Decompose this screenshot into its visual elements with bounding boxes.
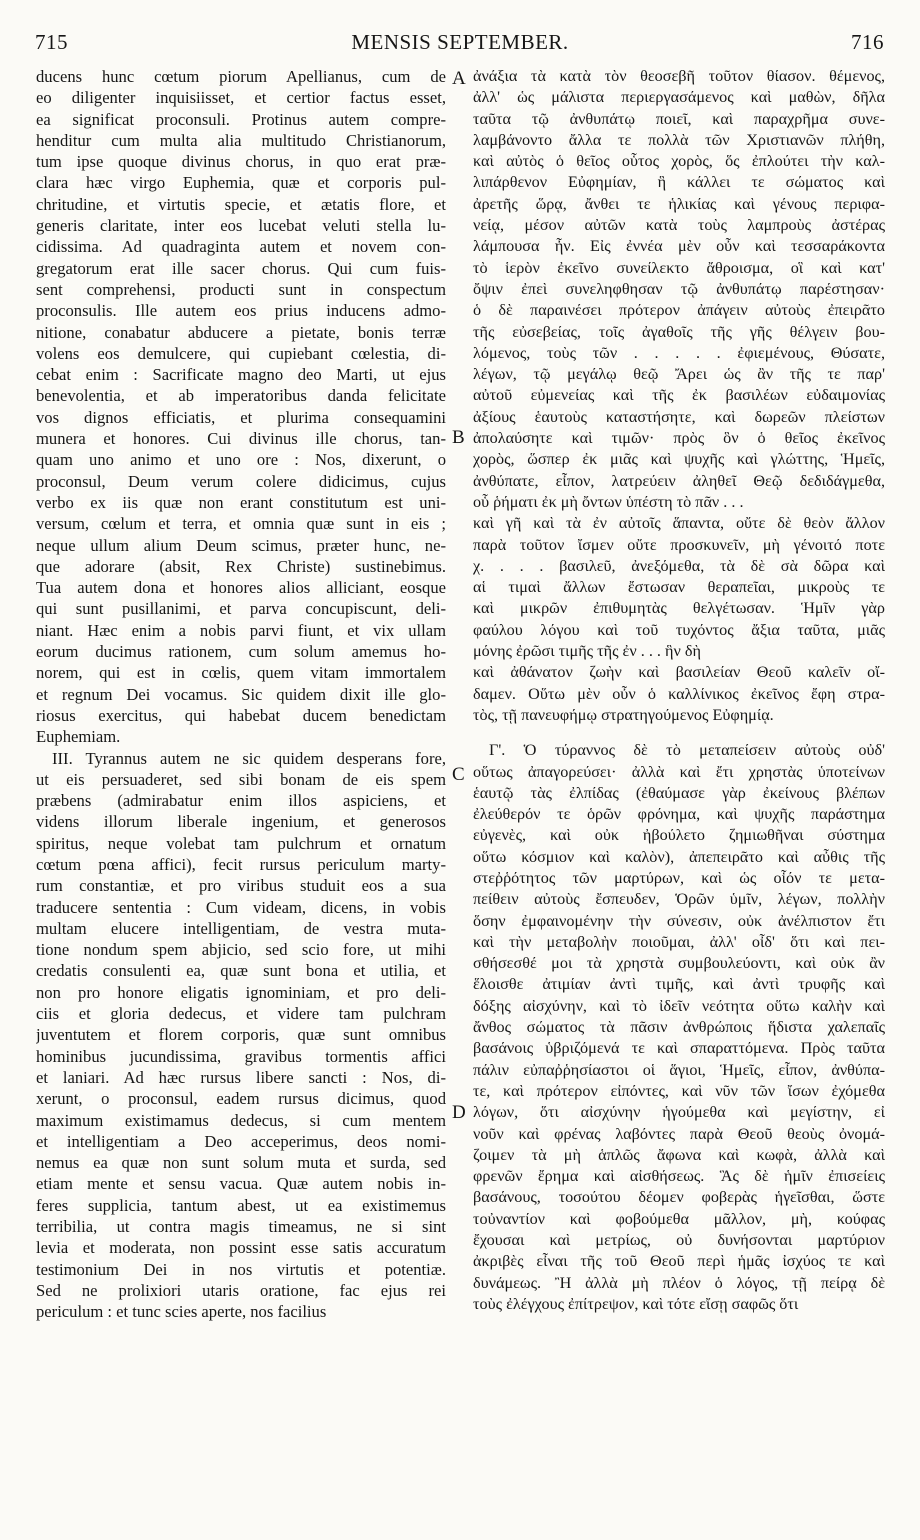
text-line: ἕλοισθε ἀτιμίαν ἀντὶ τιμῆς, καὶ ἀντὶ τρυφῆς καὶ [473,975,885,994]
text-line: αὐτοῦ εὐμενείας καὶ τῆς ἐκ βασιλέων εὐδαιμονίας [473,386,885,405]
text-line: τὸ ἱερὸν ἐκεῖνο συνείλεκτο ἄθροισμα, οἳ καὶ κατ' [473,258,885,277]
text-line: nitione, conabatur abducere a pietate, bonis terræ [36,322,446,342]
text-line: ταῦτα τῷ ἀνθυπάτῳ ποιεῖ, καὶ παραχρῆμα συνε- [473,109,885,128]
text-line: eorum ducimus rationem, cum solum amemus ho- [36,642,446,662]
text-line: ἑαυτῷ τὰς ἐλπίδας (ἐθαύμασε γὰρ ἐκείνους βλέπων [473,783,885,802]
text-line: βασάνοις ὑβριζόμενά τε καὶ σπαραττόμενα. Πρὸς ταῦτα [473,1039,885,1058]
text-line: chritudine, et virtutis specie, et ætatis flore, et [36,194,446,214]
text-line: ἀπολαύσητε καὶ τιμῶν· πρὸς ὃν ὁ θεῖος ἐκεῖνος [473,429,885,448]
paragraph-gap [473,726,885,740]
text-line: φαύλου λόγου καὶ τοῦ τυχόντος ἄξια ταῦτα, μιᾶς [473,620,885,639]
text-line: αἱ τιμαὶ ἄλλων ἔστωσαν θεραπεῖαι, μικροὺς τε [473,578,885,597]
text-line: feres supplicia, tantum abest, ut ea existimemus [36,1195,446,1215]
text-line: gregatorum erat ille sacer chorus. Qui cum fuis- [36,258,446,278]
text-line: λόγων, ὅτι αἰσχύνην ἡγούμεθα καὶ μεγίστην, εἰ [473,1103,885,1122]
text-line: Tua autem dona et honores alios alliciant, eosque [36,578,446,598]
section-marker-b: B [452,427,465,448]
text-line: præbens (admirabatur enim illos aspiciens, et [36,791,446,811]
text-line: τοὺς ἐλέγχους ἐπίτρεψον, καὶ τότε εἴσῃ σαφῶς ὅτι [473,1294,799,1313]
text-line: ἀκριβὲς εἶναι τῆς τοῦ Θεοῦ περὶ ἡμᾶς ἰσχύος τε καὶ [473,1252,885,1271]
text-line: λαμβάνοντο ἄλλα τε πολλὰ τῶν Χριστιανῶν πλήθη, [473,130,885,149]
text-line: et intelligentiam a Deo acceperimus, deos nomi- [36,1131,446,1151]
text-line: ἀλλ' ὡς μάλιστα περιεργασάμενος καὶ μαθὼν, δῆλα [473,88,885,107]
text-line: hominibus jucundissima, gravibus tormentis affici [36,1046,446,1066]
text-line: νείᾳ, μέσον αὐτῶν κατὰ τοὺς λαμπροὺς ἀστέρας [473,216,885,235]
text-line: δυνάμεως. Ἢ ἀλλὰ μὴ πλέον ὁ λόγος, τῇ πείρᾳ δὲ [473,1273,885,1292]
text-line: versum, cœlum et terra, et omnia quæ sunt in eis ; [36,514,446,534]
text-line: non pro honore eligatis ignominiam, et pro deli- [36,982,446,1002]
text-line: proconsulis. Ille autem eos prius inducens admo- [36,301,446,321]
text-line: καὶ αὐτὸς ὁ θεῖος οὗτος χορὸς, ὅς ἐπλούτει τὴν καλ- [473,152,885,171]
text-line: μόνης ἐρῶσι τιμῆς τῆς ἐν . . . ἣν δὴ [473,642,701,661]
text-line: tum ipse quoque divinus chorus, in quo erat præ- [36,152,446,172]
text-line: rum constantiæ, et pro viribus studuit eos a sua [36,876,446,896]
text-line: ἄνθος σώματος τὰ πᾶσιν ἀνθρώποις ἥδιστα χαλεπαῖς [473,1018,885,1037]
text-line: riosus exercitus, qui habebat ducem benedictam [36,705,446,725]
text-line: clara hæc virgo Euphemia, quæ et corporis pul- [36,173,446,193]
page-header [0,30,920,60]
text-line: testimonium Dei in nos virtutis et potentiæ. [36,1259,446,1279]
text-line: III. Tyrannus autem ne sic quidem desperans fore, [52,748,446,768]
running-title: MENSIS SEPTEMBER. [351,30,569,54]
text-line: τοὐναντίον καὶ φοβούμεθα μᾶλλον, μὴ, κούφας [473,1209,885,1228]
section-marker-a: A [452,68,466,89]
text-line: οὕτω κόσμιον καὶ καλὸν), ἀπεπειρᾶτο καὶ αὖθις τῆς [473,847,885,866]
text-line: xerunt, o proconsul, eadem rursus dicimus, quod [36,1089,446,1109]
text-line: que adorare (absit, Rex Christe) sustinebimus. [36,556,446,576]
text-line: ὁ δὲ παραινέσει πρότερον ἀπάγειν αὐτοὺς ἐπειρᾶτο [473,301,885,320]
text-line: terribilia, ut contra magis timeamus, ne si sint [36,1217,446,1237]
text-line: Γ'. Ὁ τύραννος δὲ τὸ μεταπείσειν αὐτοὺς οὐδ' [489,741,885,760]
text-line: οὗ ῥήματι ἐκ μὴ ὄντων ὑπέστη τὸ πᾶν . . . [473,492,744,511]
text-line: δαμεν. Οὕτω μὲν οὖν ὁ καλλίνικος ἐκεῖνος ἔφη στρα- [473,684,885,703]
text-line: ἀξίους ἑαυτοὺς καταστήσητε, καὶ δωρεῶν πλείστων [473,407,885,426]
latin-column [36,66,446,1323]
text-line: ζοιμεν τὰ μὴ ἁπλῶς ἄφωνα καὶ κωφὰ, ἀλλὰ καὶ [473,1145,885,1164]
text-line: βασάνους, τοσούτου δέομεν φοβερὰς ἡγεῖσθαι, ὥστε [473,1188,885,1207]
text-line: δόξης αἰσχύνην, καὶ τὸ ἰδεῖν νεότητα οὕτω καλὴν καὶ [473,996,885,1015]
text-line: norem, qui est in cœlis, quem vitam immortalem [36,663,446,683]
text-line: οὕτως ἀπαγορεύσει· ἀλλὰ καὶ ἔτι χρηστὰς ὑποτείνων [473,762,885,781]
text-line: νοῦν καὶ φρένας λαβόντες παρὰ Θεοῦ θεοὺς ὀνομά- [473,1124,885,1143]
text-line: juventutem et florem corporis, quæ sunt omnibus [36,1025,446,1045]
text-line: munera et honores. Cui divinus ille chorus, tan- [36,429,446,449]
text-line: ἀνάξια τὰ κατὰ τὸν θεοσεβῆ τοῦτον θίασον. θέμενος, [473,67,885,85]
text-line: ut eis persuaderet, sed sibi bonam de eis spem [36,769,446,789]
text-line: eo diligenter inquisiisset, et certior factus esset, [36,88,446,108]
text-line: ὅσην ἐμφαινομένην τὴν σύνεσιν, οὐκ ἀνέλπιστον ἔτι [473,911,885,930]
text-line: τε, καὶ πρότερον εἰπόντες, καὶ νῦν τῶν ἴσων ἐχόμεθα [473,1081,885,1100]
text-line: τὸς, τῇ πανευφήμῳ στρατηγούμενος Εὐφημίᾳ. [473,705,774,724]
text-line: φρενῶν ἔρημα καὶ αἰσθήσεως. Ἃς δὲ ἡμῖν ἐπισείεις [473,1167,885,1186]
text-line: quam uno animo et uno ore : Nos, dixerunt, o [36,450,446,470]
text-line: qui sunt pusillanimi, et parva concupiscunt, deli- [36,599,446,619]
text-line: χ. . . . βασιλεῦ, ἀνεξόμεθα, τὰ δὲ σὰ δῶρα καὶ [473,556,885,575]
text-line: καὶ τὴν μεταβολὴν ποιοῦμαι, ἀλλ' οἶδ' ὅτι καὶ πει- [473,932,885,951]
text-line: ciis et gloria dedecus, et videre tam pulchram [36,1004,446,1024]
text-line: etiam mente et sensu vacua. Quæ autem nobis in- [36,1174,446,1194]
section-marker-d: D [452,1102,466,1123]
text-line: levia et moderata, non possint esse satis accuratum [36,1238,446,1258]
text-line: Euphemiam. [36,727,121,747]
page-number-left: 715 [35,30,68,54]
text-line: ἀρετῆς ὥρᾳ, ἄνθει τε ἡλικίας καὶ γένους περιφα- [473,194,885,213]
text-line: καὶ μικρῶν ἐπιθυμητὰς θελγέτωσαν. Ἡμῖν γὰρ [473,599,885,618]
section-marker-c: C [452,764,465,785]
text-line: verbo ex iis quæ non erant constitutum est uni- [36,492,446,512]
text-line: niant. Hæc enim a nobis parvi fiunt, et vix ullam [36,620,446,640]
text-line: proconsul, Deum verum colere didicimus, cujus [36,471,446,491]
text-line: henditur cum multa alia multitudo Christianorum, [36,130,446,150]
text-line: benevolentia, et ab imperatoribus danda felicitate [36,386,446,406]
text-line: τῆς εὐσεβείας, τοῖς ἀγαθοῖς τῆς γῆς θέλγειν βου- [473,322,885,341]
text-line: videns illorum liberale ingenium, et generosos [36,812,446,832]
text-line: λόμενος, τοὺς τῶν . . . . . ἐφιεμένους, Θύσατε, [473,343,885,362]
text-line: volens eos demulcere, qui cupiebant cœlestia, di- [36,343,446,363]
text-line: ἀνθύπατε, εἶπον, λατρεύειν ἀληθεῖ Θεῷ δεδιδάγμεθα, [473,471,885,490]
text-line: tione nondum spem abjicio, sed scio fore, ut mihi [36,940,446,960]
text-line: spiritus, neque volebat tam pulchrum et ornatum [36,833,446,853]
text-line: πάλιν εὐπαῤῥησίαστοι οἱ ἅγιοι, Ἡμεῖς, εἶπον, ἀνθύπα- [473,1060,885,1079]
text-line: generis claritate, inter eos lucebat veluti stella lu- [36,216,446,236]
text-line: periculum : et tunc scies aperte, nos facilius [36,1302,327,1322]
text-line: multam elucere intelligentiam, de vestra muta- [36,918,446,938]
text-line: ἔχουσαι καὶ μετρίως, οὐ δυνήσονται μαρτύριον [473,1231,885,1250]
text-line: σθήσεσθέ μοι τὰ χρηστὰ συμβουλεύοντι, καὶ οὐκ ἂν [473,954,885,973]
text-line: ὄψιν ἐπεὶ συνεληφθησαν τῷ ἀνθυπάτῳ παρέστησαν· [473,279,885,298]
text-line: cœtum pœna affici), fecit rursus periculum marty- [36,854,446,874]
text-line: στεῤῥότητος τῶν μαρτύρων, καὶ ὡς οἷόν τε μετα- [473,868,885,887]
text-line: et laniari. Ad hæc rursus libere sancti : Nos, di- [36,1067,446,1087]
text-line: sent comprehensi, producti sunt in conspectum [36,279,446,299]
text-line: ea significat proconsuli. Protinus autem compre- [36,109,446,129]
page-number-right: 716 [851,30,884,54]
text-line: καὶ γῆ καὶ τὰ ἐν αὐτοῖς ἅπαντα, οὔτε δὲ θεὸν ἄλλον [473,514,885,533]
text-line: nemus ea quæ non sunt solum muta et surda, sed [36,1153,446,1173]
text-line: Sed ne prolixiori utaris oratione, fac ejus rei [36,1280,446,1300]
text-line: εὐγενὲς, καὶ οὐκ ἠβούλετο ζημιωθῆναι σύστημα [473,826,885,845]
text-line: χορὸς, ὥσπερ ἐκ μιᾶς καὶ ψυχῆς καὶ γλώττης, Ἡμεῖς, [473,450,885,469]
text-line: neque ullum alium Deum scimus, præter hunc, ne- [36,535,446,555]
text-line: cidissima. Ad quadraginta autem et novem con- [36,237,446,257]
text-line: traducere sententia : Cum videam, dicens, in vobis [36,897,446,917]
greek-column [473,66,885,1315]
text-line: vos dignos efficiatis, et plurima consequamini [36,407,446,427]
text-line: παρὰ τοῦτον ἴσμεν οὔτε προσκυνεῖν, μὴ γένοιτό ποτε [473,535,885,554]
text-line: et regnum Dei vocamus. Sic quidem dixit ille glo- [36,684,446,704]
text-line: πείθειν αὐτοὺς ἔσπευδεν, Ὁρῶν ὑμῖν, λέγων, πολλὴν [473,890,885,909]
text-line: λιπάρθενον Εὐφημίαν, ἣ κάλλει τε σώματος καὶ [473,173,885,192]
text-line: credatis consulenti ea, quæ sunt bona et utilia, et [36,961,446,981]
text-line: ἐλεύθερόν τε ὁρῶν φρόνημα, καὶ ψυχῆς παράστημα [473,805,885,824]
text-line: cebat enim : Sacrificate magno deo Marti, ut ejus [36,365,446,385]
text-line: λέγων, τῷ μεγάλῳ θεῷ Ἄρει ὡς ἂν τῆς τε παρ' [473,365,885,384]
text-line: λάμπουσα ἦν. Εἰς ἐννέα μὲν οὖν καὶ τεσσαράκοντα [473,237,885,256]
text-line: καὶ ἀθάνατον ζωὴν καὶ βασιλείαν Θεοῦ καλεῖν οἴ- [473,663,885,682]
text-line: ducens hunc cœtum piorum Apellianus, cum de [36,67,446,86]
text-line: maximum existimamus dedecus, si cum mentem [36,1110,446,1130]
